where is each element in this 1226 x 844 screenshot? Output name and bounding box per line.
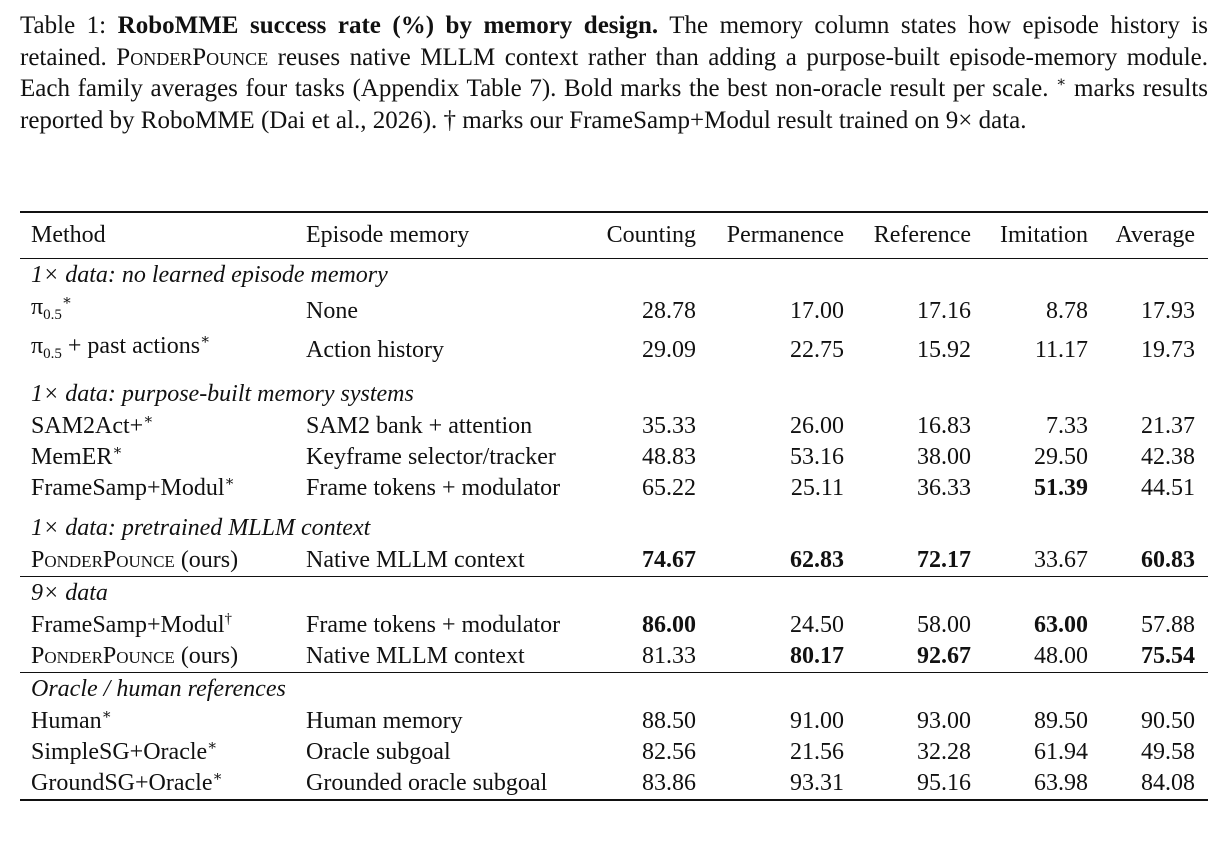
method-cell	[20, 292, 306, 331]
value-cell: 84.08	[1088, 768, 1208, 800]
method-mark: ∗	[200, 332, 211, 348]
value-cell	[844, 545, 971, 577]
value-cell	[580, 610, 696, 641]
value-cell: 95.16	[844, 768, 971, 800]
method-suffix: (ours)	[174, 547, 239, 573]
memory-cell: Frame tokens + modulator	[306, 612, 561, 638]
group-title-row	[20, 378, 1208, 411]
value-cell: 65.22	[642, 475, 696, 501]
method-name: PonderPounce	[31, 547, 175, 573]
value-bold: 72.17	[917, 547, 971, 573]
value-cell: 19.73	[1141, 337, 1195, 363]
caption-text-3: marks results reported by RoboMME (Dai et al., 2026).	[20, 75, 1209, 134]
caption-dagger-symbol: †	[443, 106, 457, 134]
method-name: π	[31, 294, 44, 320]
value-cell: 26.00	[790, 413, 844, 439]
method-mark: ∗	[101, 707, 112, 723]
value-cell: 38.00	[917, 444, 971, 470]
caption-method-name: PonderPounce	[116, 43, 269, 71]
value-cell: 83.86	[580, 768, 696, 800]
table-row	[20, 292, 1208, 331]
value-cell	[580, 545, 696, 577]
method-cell	[20, 610, 306, 641]
column-header: Average	[1088, 212, 1208, 259]
value-cell: 11.17	[1034, 337, 1088, 363]
value-cell: 58.00	[917, 612, 971, 638]
value-cell: 17.93	[1141, 298, 1195, 324]
value-cell: 7.33	[1046, 413, 1088, 439]
group-title-row	[20, 259, 1208, 293]
table-row	[20, 610, 1208, 641]
value-cell: 16.83	[917, 413, 971, 439]
table-row	[20, 331, 1208, 370]
value-cell: 15.92	[917, 337, 971, 363]
value-cell: 42.38	[1141, 444, 1195, 470]
method-cell	[20, 706, 306, 737]
caption-title: RoboMME success rate (%) by memory design.	[117, 12, 659, 39]
memory-cell: Frame tokens + modulator	[306, 475, 561, 501]
value-cell: 33.67	[1034, 547, 1088, 573]
value-cell: 35.33	[642, 413, 696, 439]
value-bold: 51.39	[1034, 475, 1088, 501]
value-bold: 75.54	[1141, 643, 1195, 669]
group-title-row	[20, 512, 1208, 545]
value-cell: 89.50	[1034, 708, 1088, 734]
value-cell: 25.11	[790, 475, 844, 501]
value-cell: 28.78	[642, 298, 696, 324]
table-row	[20, 706, 1208, 737]
value-cell: 44.51	[1141, 475, 1195, 501]
method-mark: ∗	[224, 474, 235, 490]
table-caption	[20, 10, 1208, 136]
memory-cell: Native MLLM context	[306, 643, 525, 669]
header-row	[20, 212, 1208, 259]
value-cell	[971, 473, 1088, 504]
method-name: FrameSamp+Modul	[31, 612, 225, 638]
value-cell: 24.50	[790, 612, 844, 638]
value-cell: 61.94	[1034, 739, 1088, 765]
method-name: SimpleSG+Oracle	[31, 739, 208, 765]
column-header: Episode memory	[306, 212, 580, 259]
method-name: FrameSamp+Modul	[31, 475, 225, 501]
method-name: SAM2Act+	[31, 413, 144, 439]
group-spacer	[20, 370, 1208, 378]
method-cell	[20, 442, 306, 473]
value-cell: 81.33	[642, 643, 696, 669]
value-cell	[971, 610, 1088, 641]
value-cell: 93.00	[917, 708, 971, 734]
table-row	[20, 737, 1208, 768]
method-suffix: (ours)	[174, 643, 239, 669]
column-header: Imitation	[971, 212, 1088, 259]
method-subscript: 0.5	[43, 307, 62, 323]
table-row	[20, 473, 1208, 504]
table-row	[20, 545, 1208, 577]
method-cell	[20, 331, 306, 370]
value-cell: 63.98	[971, 768, 1088, 800]
value-cell: 90.50	[1141, 708, 1195, 734]
method-name: Human	[31, 708, 102, 734]
memory-cell: Oracle subgoal	[306, 739, 451, 765]
value-cell	[696, 641, 844, 673]
caption-text-4: marks our FrameSamp+Modul result trained on 9× data.	[462, 106, 1027, 134]
value-bold: 80.17	[790, 643, 844, 669]
value-cell: 57.88	[1141, 612, 1195, 638]
memory-cell: SAM2 bank + attention	[306, 413, 533, 439]
value-cell: 21.56	[790, 739, 844, 765]
method-cell	[20, 545, 306, 577]
group-title: Oracle / human references	[20, 673, 1208, 707]
value-bold: 86.00	[642, 612, 696, 638]
method-name: PonderPounce	[31, 643, 175, 669]
value-cell: 53.16	[790, 444, 844, 470]
group-title: 1× data: pretrained MLLM context	[31, 515, 371, 541]
value-cell	[1088, 545, 1208, 577]
value-cell: 88.50	[642, 708, 696, 734]
value-bold: 62.83	[790, 547, 844, 573]
value-bold: 92.67	[917, 643, 971, 669]
method-cell	[20, 411, 306, 442]
table-row	[20, 641, 1208, 673]
value-cell: 48.00	[1034, 643, 1088, 669]
group-title: 9× data	[20, 577, 1208, 611]
method-mark: ∗	[61, 293, 73, 309]
column-header: Method	[20, 212, 306, 259]
method-cell	[20, 641, 306, 673]
group-title: 1× data: no learned episode memory	[20, 259, 1208, 293]
group-title-row	[20, 673, 1208, 707]
group-spacer	[20, 504, 1208, 512]
value-cell: 22.75	[790, 337, 844, 363]
method-name: GroundSG+Oracle	[31, 770, 213, 796]
method-mark: ∗	[112, 443, 123, 459]
group-title-row	[20, 577, 1208, 611]
value-cell: 93.31	[696, 768, 844, 800]
table-row	[20, 768, 1208, 800]
caption-text-1: The memory column states how episode history is retained.	[20, 12, 1209, 71]
method-suffix-text: + past actions	[61, 333, 201, 359]
method-cell	[20, 737, 306, 768]
value-cell: 48.83	[642, 444, 696, 470]
column-header: Reference	[844, 212, 971, 259]
value-cell: 29.09	[642, 337, 696, 363]
value-cell: 17.16	[917, 298, 971, 324]
method-mark: ∗	[212, 769, 223, 785]
value-bold: 60.83	[1141, 547, 1195, 573]
value-cell: 29.50	[1034, 444, 1088, 470]
caption-text-2: reuses native MLLM context rather than adding a purpose-built episode-memory module. Each family averages four tasks (Appendix Table 7). Bold marks the best non-oracle result per scale.	[20, 43, 1209, 102]
value-cell: 36.33	[917, 475, 971, 501]
memory-cell: Native MLLM context	[306, 547, 525, 573]
value-cell	[1088, 641, 1208, 673]
caption-label: Table 1:	[20, 12, 107, 39]
method-cell	[20, 473, 306, 504]
value-cell: 17.00	[790, 298, 844, 324]
value-cell	[844, 641, 971, 673]
value-cell: 49.58	[1141, 739, 1195, 765]
results-table	[20, 211, 1208, 801]
memory-cell: None	[306, 298, 358, 324]
memory-cell: Human memory	[306, 708, 463, 734]
memory-cell: Keyframe selector/tracker	[306, 444, 556, 470]
caption-star-symbol: ∗	[1056, 74, 1067, 91]
value-cell: 21.37	[1141, 413, 1195, 439]
value-cell	[696, 545, 844, 577]
value-cell: 82.56	[642, 739, 696, 765]
table-row	[20, 411, 1208, 442]
memory-cell: Action history	[306, 337, 444, 363]
memory-cell: Grounded oracle subgoal	[306, 768, 580, 800]
method-name: π	[31, 333, 44, 359]
method-cell	[20, 768, 306, 800]
method-name: MemER	[31, 444, 113, 470]
group-title: 1× data: purpose-built memory systems	[31, 381, 414, 407]
value-cell: 32.28	[917, 739, 971, 765]
column-header: Permanence	[696, 212, 844, 259]
column-header: Counting	[580, 212, 696, 259]
value-cell: 8.78	[1046, 298, 1088, 324]
method-mark: †	[224, 611, 233, 627]
value-cell: 91.00	[790, 708, 844, 734]
method-mark: ∗	[143, 412, 154, 428]
method-mark: ∗	[207, 738, 218, 754]
value-bold: 74.67	[642, 547, 696, 573]
method-subscript: 0.5	[43, 346, 62, 362]
value-bold: 63.00	[1034, 612, 1088, 638]
table-row	[20, 442, 1208, 473]
